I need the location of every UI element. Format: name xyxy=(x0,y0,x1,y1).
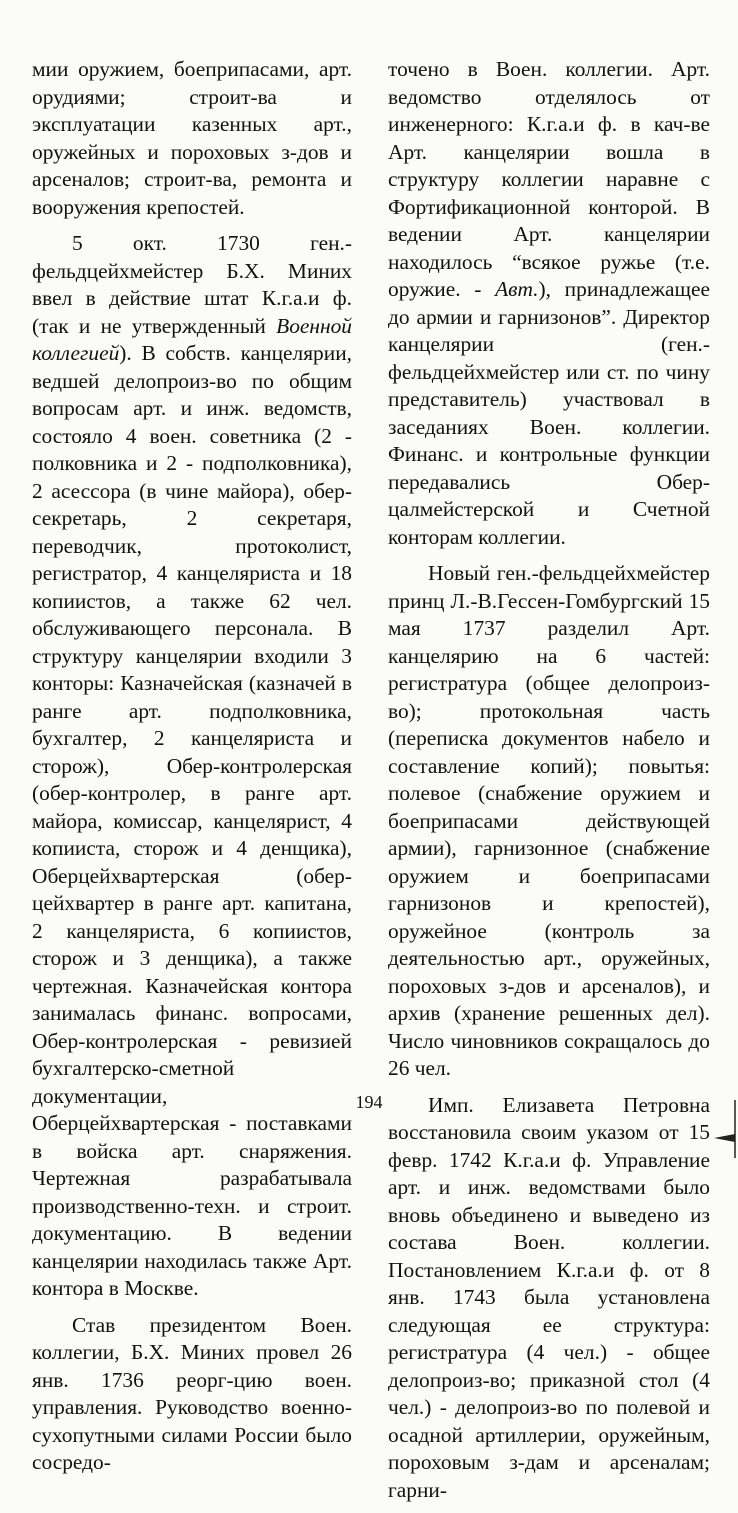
paragraph-text: ). В собств. канцелярии, ведшей делопроиз-во по общим вопросам арт. и инж. ведомств, состояло 4 воен. советника (2 - полковника и 2 - подполковника), 2 асессора (в чине майора), обер-секретарь, 2 секретаря, переводчик, протоколист, регистратор, 4 канцеляриста и 18 копиистов, а также 62 чел. обслуживающего персонала. В структуру канцелярии входили 3 конторы: Казначейская (казначей в ранге арт. подполковника, бухгалтер, 2 канцеляриста и сторож), Обер-контролерская (обер-контролер, в ранге арт. майора, комиссар, канцелярист, 4 копииста, сторож и 4 денщика), Оберцейхвартерская (обер-цейхвартер в ранге арт. капитана, 2 канцеляриста, 6 копиистов, сторож и 3 денщика), а также чертежная. Казначейская контора занималась финанс. вопросами, Обер-контролерская - ревизией бухгалтерско-сметной документации, Оберцейхвартерская - поставками в войска арт. снаряжения. Чертежная разрабатывала производственно-техн. и строит. документацию. В ведении канцелярии находилась также Арт. контора в Москве. xyxy=(32,341,352,1300)
paragraph xyxy=(32,230,352,1303)
italic-reference: Военной коллегией xyxy=(32,313,352,365)
page-edge-mark xyxy=(708,1100,738,1158)
paragraph: Став президентом Воен. коллегии, Б.Х. Миних провел 26 янв. 1736 реорг-цию воен. управления. Руководство военно-сухопутными силами России было сосредо- xyxy=(32,1312,352,1474)
page-number: 194 xyxy=(355,1092,383,1112)
paragraph: Имп. Елизавета Петровна восстановила своим указом от 15 февр. 1742 К.г.а.и ф. Управление арт. и инж. ведомствами было вновь объединено и выведено из состава Воен. коллегии. Постановлением К.г.а.и ф. от 8 янв. 1743 была установлена следующая ее структура: регистратура (4 чел.) - общее делопроиз-во; приказной стол (4 чел.) - делопроиз-во по полевой и осадной артиллерии, оружейным, пороховым з-дам и арсеналам; гарни- xyxy=(388,1092,710,1502)
paragraph-text: ), принадлежащее до армии и гарнизонов”. Директор канцелярии (ген.-фельдцейхмейстер или ст. по чину представитель) участвовал в заседаниях Воен. коллегии. Финанс. и контрольные функции передавались Обер-цалмейстерской и Счетной конторам коллегии. xyxy=(388,277,710,549)
paragraph: Новый ген.-фельдцейхмейстер принц Л.-В.Гессен-Гомбургский 15 мая 1737 разделил Арт. канцелярию на 6 частей: регистратура (общее делопроиз-во); протокольная часть (переписка документов набело и составление копий); повытья: полевое (снабжение оружием и боеприпасами действующей армии), гарнизонное (снабжение оружием и боеприпасами гарнизонов и крепостей), оружейное (контроль за деятельностью арт., оружейных, пороховых з-дов и арсеналов), и архив (хранение решенных дел). Число чиновников сокращалось до 26 чел. xyxy=(388,561,710,1080)
paragraph-text: 5 окт. 1730 ген.-фельдцейхмейстер Б.Х. Миних ввел в действие штат К.г.а.и ф. (так и не утвержденный xyxy=(32,231,352,338)
paragraph: мии оружием, боеприпасами, арт. орудиями; строит-ва и эксплуатации казенных арт., оружейных и пороховых з-дов и арсеналов; строит-ва, ремонта и вооружения крепостей. xyxy=(32,57,352,219)
right-column xyxy=(388,56,710,1513)
paragraph xyxy=(388,56,710,551)
paragraph-text: точено в Воен. коллегии. Арт. ведомство отделялось от инженерного: К.г.а.и ф. в кач-ве Арт. канцелярии вошла в структуру коллегии наравне с Фортификационной конторой. В ведении Арт. канцелярии находилось “всякое ружье (т.е. оружие. - xyxy=(388,57,710,301)
left-column xyxy=(32,56,352,1486)
italic-reference: Авт. xyxy=(495,277,539,301)
